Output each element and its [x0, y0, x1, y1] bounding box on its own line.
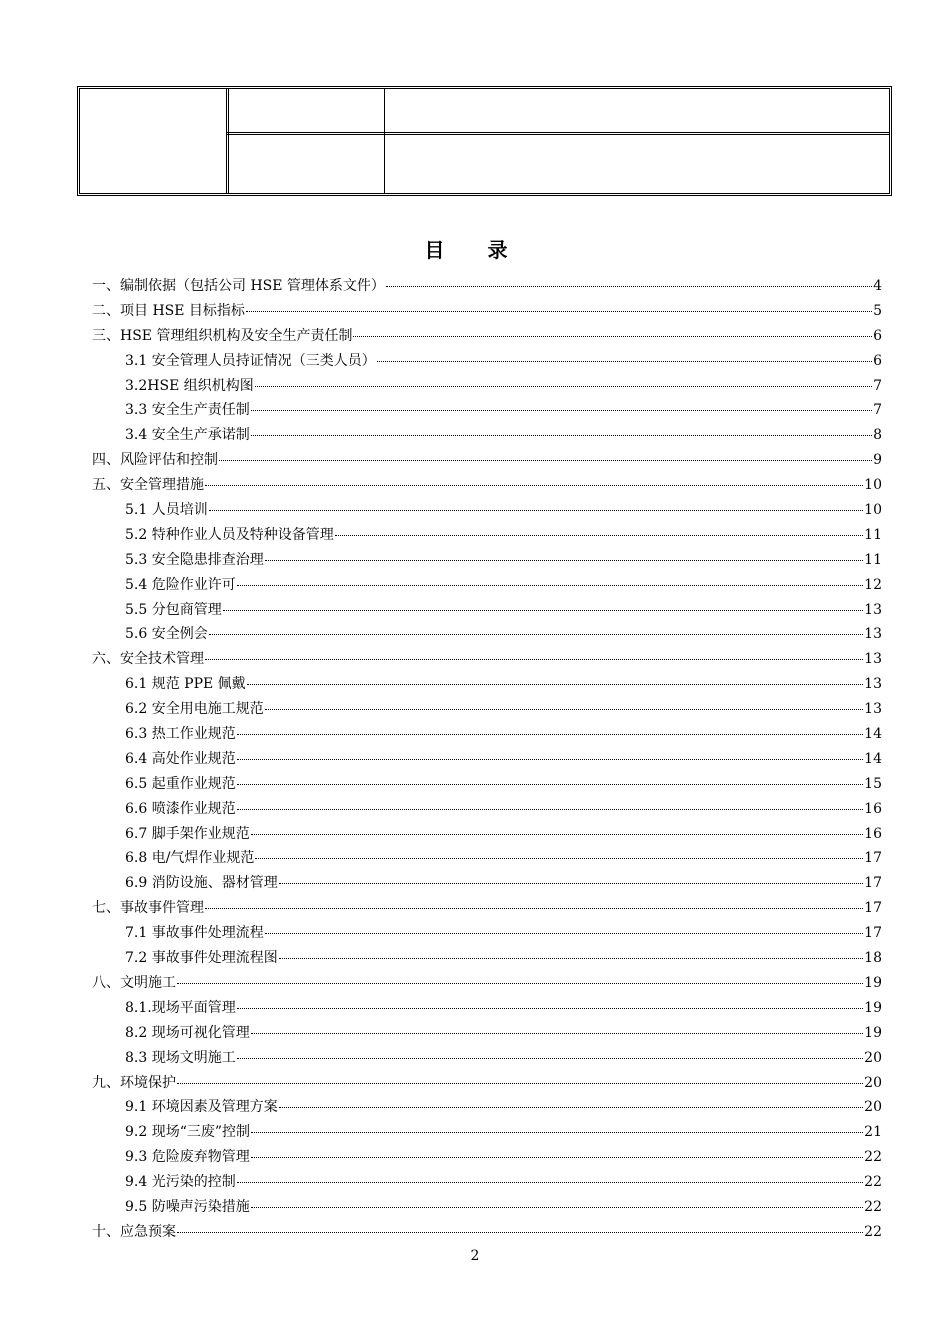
toc-entry-label: 3.3 安全生产责任制: [125, 402, 250, 419]
toc-dot-leader: [209, 510, 863, 511]
toc-entry[interactable]: [92, 1195, 882, 1220]
toc-entry-page: 18: [864, 950, 882, 967]
toc-entry-page: 22: [864, 1198, 882, 1215]
table-divider: [384, 89, 385, 193]
toc-entry-label: 八、文明施工: [92, 974, 176, 991]
header-table: [77, 86, 892, 196]
toc-entry-page: 19: [864, 999, 882, 1016]
toc-entry[interactable]: [92, 598, 882, 623]
toc-entry-page: 17: [864, 850, 882, 867]
toc-entry-page: 11: [864, 526, 882, 543]
toc-entry-page: 6: [873, 352, 882, 369]
toc-entry-label: 二、项目 HSE 目标指标: [92, 302, 245, 319]
toc-entry-page: 11: [864, 551, 882, 568]
toc-entry[interactable]: [92, 797, 882, 822]
toc-dot-leader: [335, 535, 863, 536]
toc-entry-page: 12: [864, 576, 882, 593]
toc-dot-leader: [265, 933, 863, 934]
toc-entry[interactable]: [92, 573, 882, 598]
toc-entry-label: 8.2 现场可视化管理: [125, 1024, 250, 1041]
toc-entry[interactable]: [92, 1071, 882, 1096]
toc-entry-label: 七、事故事件管理: [92, 900, 204, 917]
toc-entry-label: 7.2 事故事件处理流程图: [125, 950, 278, 967]
toc-dot-leader: [177, 983, 863, 984]
toc-dot-leader: [237, 1182, 863, 1183]
toc-entry-label: 6.5 起重作业规范: [125, 775, 236, 792]
toc-entry-label: 3.1 安全管理人员持证情况（三类人员）: [125, 352, 376, 369]
toc-entry[interactable]: [92, 274, 882, 299]
toc-dot-leader: [255, 386, 872, 387]
toc-entry[interactable]: [92, 871, 882, 896]
toc-entry-label: 九、环境保护: [92, 1074, 176, 1091]
page-number: 2: [470, 1248, 480, 1264]
toc-entry-page: 19: [864, 974, 882, 991]
toc-entry-page: 17: [864, 925, 882, 942]
toc-entry-page: 10: [864, 477, 882, 494]
toc-entry-label: 3.4 安全生产承诺制: [125, 427, 250, 444]
toc-dot-leader: [237, 1008, 863, 1009]
toc-entry[interactable]: [92, 747, 882, 772]
toc-entry[interactable]: [92, 971, 882, 996]
toc-entry[interactable]: [92, 1145, 882, 1170]
toc-entry-label: 6.1 规范 PPE 佩戴: [125, 676, 246, 693]
toc-dot-leader: [177, 1232, 863, 1233]
toc-entry[interactable]: [92, 896, 882, 921]
toc-entry-label: 6.9 消防设施、器材管理: [125, 875, 278, 892]
toc-dot-leader: [205, 908, 863, 909]
toc-dot-leader: [265, 560, 863, 561]
toc-entry-label: 9.5 防噪声污染措施: [125, 1198, 250, 1215]
table-divider: [226, 132, 889, 135]
toc-entry-label: 五、安全管理措施: [92, 477, 204, 494]
toc-entry-label: 8.3 现场文明施工: [125, 1049, 236, 1066]
toc-entry[interactable]: [92, 548, 882, 573]
toc-dot-leader: [386, 286, 872, 287]
toc-entry[interactable]: [92, 921, 882, 946]
toc-entry-page: 20: [864, 1074, 882, 1091]
toc-entry-page: 4: [873, 278, 882, 294]
toc-dot-leader: [251, 410, 872, 411]
toc-entry[interactable]: [92, 473, 882, 498]
toc-entry[interactable]: [92, 448, 882, 473]
toc-entry-label: 6.3 热工作业规范: [125, 726, 236, 743]
toc-entry-page: 22: [864, 1174, 882, 1191]
toc-dot-leader: [237, 784, 863, 785]
toc-entry-label: 5.3 安全隐患排查治理: [125, 551, 264, 568]
toc-entry-label: 5.1 人员培训: [125, 502, 208, 519]
toc-entry[interactable]: [92, 1170, 882, 1195]
toc-entry-label: 6.2 安全用电施工规范: [125, 701, 264, 718]
toc-dot-leader: [265, 709, 863, 710]
toc-entry-label: 9.2 现场“三废”控制: [125, 1124, 251, 1141]
toc-entry-label: 5.4 危险作业许可: [125, 576, 236, 593]
toc-entry-page: 14: [864, 750, 882, 767]
toc-entry-page: 14: [864, 726, 882, 743]
toc-entry[interactable]: [92, 374, 882, 399]
toc-dot-leader: [353, 336, 872, 337]
toc-entry-page: 8: [873, 427, 882, 444]
toc-dot-leader: [279, 883, 863, 884]
toc-entry-page: 7: [873, 377, 882, 394]
toc-entry-page: 22: [864, 1223, 882, 1240]
toc-entry[interactable]: [92, 498, 882, 523]
toc-dot-leader: [237, 585, 863, 586]
toc-entry[interactable]: [92, 1021, 882, 1046]
toc-entry-label: 一、编制依据（包括公司 HSE 管理体系文件）: [92, 278, 385, 294]
toc-entry-label: 5.5 分包商管理: [125, 601, 222, 618]
toc-dot-leader: [251, 1207, 863, 1208]
toc-entry-label: 6.6 喷漆作业规范: [125, 800, 236, 817]
toc-dot-leader: [251, 1132, 863, 1133]
toc-dot-leader: [237, 809, 863, 810]
toc-entry-page: 13: [864, 651, 882, 668]
toc-entry-label: 9.3 危险废弃物管理: [125, 1149, 250, 1166]
table-of-contents: [92, 274, 882, 1245]
toc-entry[interactable]: [92, 1120, 882, 1145]
toc-entry-label: 6.4 高处作业规范: [125, 750, 236, 767]
toc-dot-leader: [237, 734, 863, 735]
toc-dot-leader: [251, 1033, 863, 1034]
toc-entry-page: 7: [873, 402, 882, 419]
toc-entry-page: 5: [873, 302, 882, 319]
toc-entry[interactable]: [92, 996, 882, 1021]
toc-entry[interactable]: [92, 349, 882, 374]
toc-dot-leader: [251, 1157, 863, 1158]
toc-entry[interactable]: [92, 672, 882, 697]
toc-entry[interactable]: [92, 299, 882, 324]
toc-dot-leader: [246, 311, 872, 312]
toc-entry-page: 16: [864, 825, 882, 842]
toc-entry[interactable]: [92, 1095, 882, 1120]
toc-entry[interactable]: [92, 523, 882, 548]
toc-entry[interactable]: [92, 772, 882, 797]
toc-entry[interactable]: [92, 946, 882, 971]
toc-entry-page: 17: [864, 875, 882, 892]
toc-entry-label: 5.6 安全例会: [125, 626, 208, 643]
toc-entry-page: 17: [864, 900, 882, 917]
toc-entry[interactable]: [92, 423, 882, 448]
toc-dot-leader: [209, 634, 863, 635]
toc-dot-leader: [247, 684, 863, 685]
toc-entry[interactable]: [92, 622, 882, 647]
toc-entry-page: 13: [864, 701, 882, 718]
toc-entry[interactable]: [92, 647, 882, 672]
toc-title: 目 录: [424, 238, 526, 262]
toc-dot-leader: [219, 460, 872, 461]
toc-entry-page: 21: [864, 1124, 882, 1141]
toc-dot-leader: [251, 435, 872, 436]
toc-dot-leader: [237, 759, 863, 760]
toc-dot-leader: [377, 361, 872, 362]
toc-dot-leader: [279, 958, 863, 959]
toc-entry-page: 22: [864, 1149, 882, 1166]
toc-entry-page: 16: [864, 800, 882, 817]
toc-entry-label: 7.1 事故事件处理流程: [125, 925, 264, 942]
toc-entry-label: 9.1 环境因素及管理方案: [125, 1099, 278, 1116]
toc-entry-label: 5.2 特种作业人员及特种设备管理: [125, 526, 334, 543]
toc-entry-label: 十、应急预案: [92, 1223, 176, 1240]
toc-dot-leader: [237, 1058, 863, 1059]
toc-entry-label: 9.4 光污染的控制: [125, 1174, 236, 1191]
toc-entry-page: 19: [864, 1024, 882, 1041]
toc-dot-leader: [205, 485, 863, 486]
toc-entry-label: 6.7 脚手架作业规范: [125, 825, 250, 842]
toc-dot-leader: [177, 1083, 863, 1084]
toc-entry[interactable]: [92, 1046, 882, 1071]
toc-entry[interactable]: [92, 822, 882, 847]
table-divider: [226, 89, 229, 193]
toc-entry-page: 13: [864, 626, 882, 643]
toc-dot-leader: [255, 858, 863, 859]
toc-entry-page: 20: [864, 1099, 882, 1116]
toc-entry[interactable]: [92, 846, 882, 871]
toc-dot-leader: [223, 610, 863, 611]
toc-dot-leader: [251, 834, 863, 835]
toc-entry[interactable]: [92, 722, 882, 747]
toc-entry-page: 13: [864, 601, 882, 618]
toc-entry-label: 3.2HSE 组织机构图: [125, 377, 254, 394]
toc-entry-label: 四、风险评估和控制: [92, 452, 218, 469]
toc-entry-page: 9: [873, 452, 882, 469]
toc-entry-page: 13: [864, 676, 882, 693]
toc-entry-label: 6.8 电/气焊作业规范: [125, 850, 255, 867]
toc-entry[interactable]: [92, 697, 882, 722]
toc-entry-page: 20: [864, 1049, 882, 1066]
toc-entry-label: 三、HSE 管理组织机构及安全生产责任制: [92, 327, 353, 344]
toc-entry-page: 6: [873, 327, 882, 344]
toc-entry-page: 15: [864, 775, 882, 792]
toc-entry-label: 8.1.现场平面管理: [125, 999, 236, 1016]
toc-entry[interactable]: [92, 324, 882, 349]
toc-entry[interactable]: [92, 398, 882, 423]
toc-entry-label: 六、安全技术管理: [92, 651, 204, 668]
toc-entry-page: 10: [864, 502, 882, 519]
toc-dot-leader: [205, 659, 863, 660]
toc-entry[interactable]: [92, 1220, 882, 1245]
toc-dot-leader: [279, 1107, 863, 1108]
